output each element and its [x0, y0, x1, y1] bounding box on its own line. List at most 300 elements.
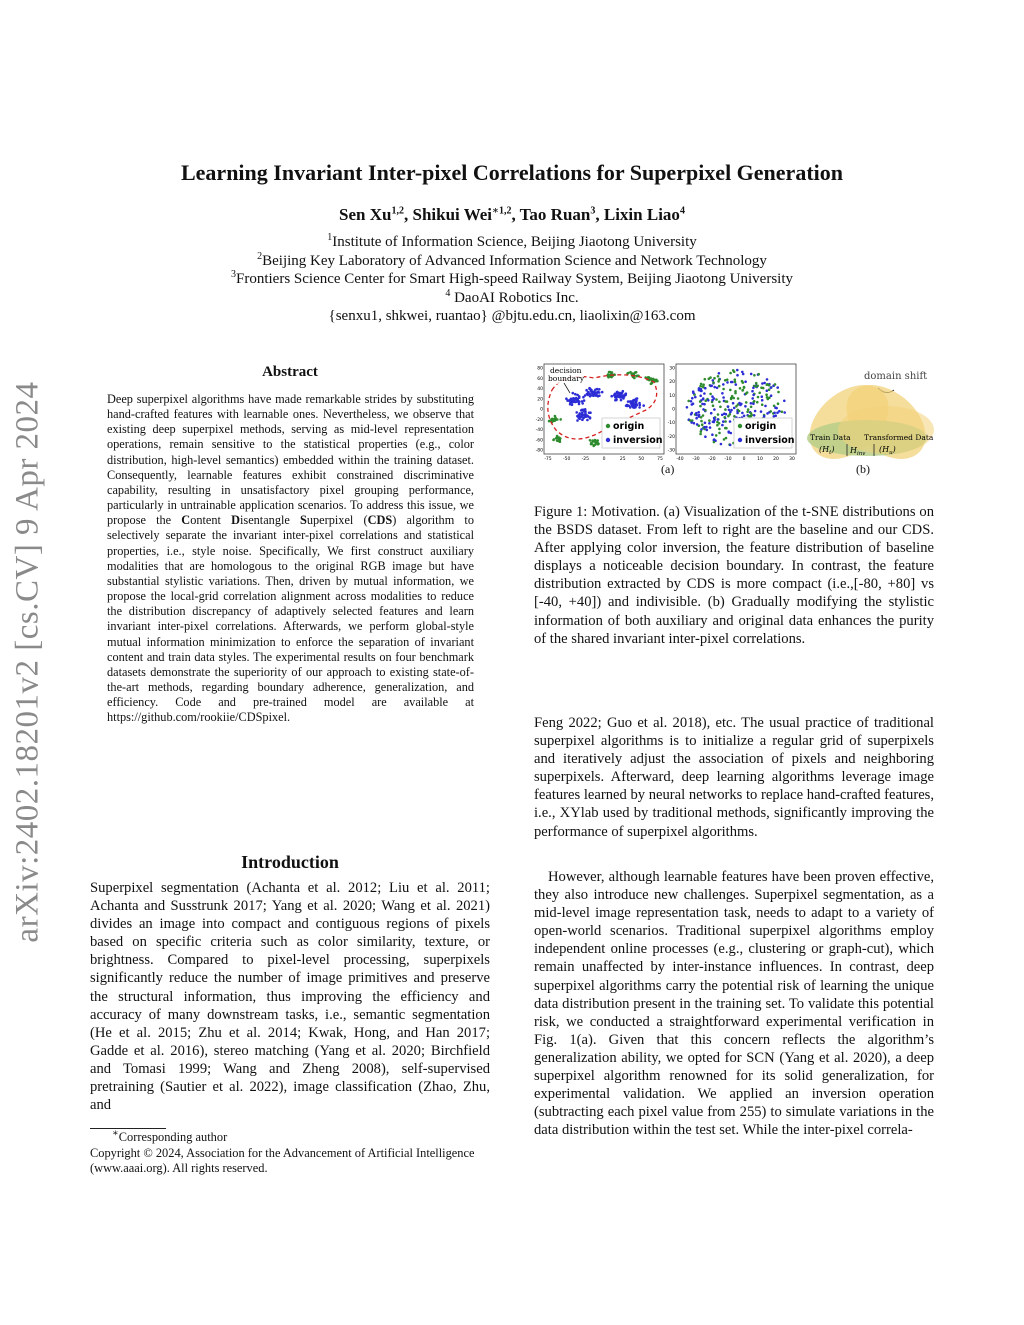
scatter-point-mixed [766, 384, 769, 387]
domain-shift-label: domain shift [864, 371, 928, 382]
axis-tick-label: 0 [672, 407, 675, 413]
scatter-point-mixed [737, 397, 740, 400]
axis-tick-label: 30 [669, 366, 675, 372]
scatter-point-mixed [722, 396, 725, 399]
scatter-point-mixed [743, 415, 746, 418]
scatter-point-mixed [708, 419, 711, 422]
affil-text: DaoAI Robotics Inc. [450, 289, 579, 306]
scatter-point-mixed [757, 373, 760, 376]
scatter-point-inversion [575, 411, 578, 414]
scatter-point-mixed [722, 420, 725, 423]
footnote-corresponding [90, 1127, 490, 1146]
scatter-point-mixed [718, 401, 721, 404]
scatter-point-inversion [632, 406, 635, 409]
axis-tick-label: 30 [789, 457, 795, 462]
scatter-point-mixed [750, 373, 753, 376]
axis-tick-label: 20 [537, 397, 543, 403]
scatter-point-mixed [746, 391, 749, 394]
scatter-point-origin [589, 439, 592, 442]
scatter-point-mixed [711, 395, 714, 398]
axis-tick-label: -40 [535, 428, 543, 433]
scatter-point-inversion [614, 396, 617, 399]
affil-sup: 3 [231, 269, 236, 280]
scatter-point-mixed [781, 411, 784, 414]
scatter-point-mixed [703, 426, 706, 429]
inv-sub: inv [856, 451, 866, 457]
scatter-point-mixed [713, 438, 716, 441]
scatter-point-mixed [743, 386, 746, 389]
scatter-point-mixed [719, 406, 722, 409]
figure-1-graphic [534, 360, 944, 462]
scatter-point-mixed [718, 432, 721, 435]
scatter-point-mixed [718, 372, 721, 375]
scatter-point-mixed [727, 405, 730, 408]
axis-tick-label: 0 [540, 407, 543, 413]
scatter-point-mixed [745, 401, 748, 404]
scatter-point-mixed [718, 385, 721, 388]
scatter-point-mixed [761, 382, 764, 385]
scatter-point-mixed [716, 421, 719, 424]
scatter-point-mixed [731, 381, 734, 384]
scatter-point-mixed [750, 406, 753, 409]
scatter-point-inversion [588, 411, 591, 414]
affiliation [0, 233, 1024, 252]
scatter-point-mixed [734, 381, 737, 384]
train-sym: (H [819, 445, 830, 454]
trans-sub: u [889, 450, 893, 456]
scatter-point-inversion [583, 414, 586, 417]
decision-label-1: decision [550, 366, 582, 375]
intro-heading: Introduction [241, 852, 339, 872]
scatter-point-inversion [601, 391, 604, 394]
scatter-point-mixed [765, 393, 768, 396]
scatter-point-inversion [581, 412, 584, 415]
scatter-point-mixed [700, 420, 703, 423]
scatter-point-inversion [626, 404, 629, 407]
axis-tick-label: -50 [563, 457, 571, 462]
copyright: Copyright © 2024, Association for the Advancement of Artificial Intelligence (www.aaai.org). All rights reserved. [90, 1145, 475, 1175]
scatter-point-mixed [692, 392, 695, 395]
scatter-point-inversion [589, 388, 592, 391]
scatter-point-inversion [632, 401, 635, 404]
trans-sym: (H [879, 445, 890, 454]
scatter-point-mixed [754, 410, 757, 413]
figure-caption [534, 503, 934, 648]
scatter-point-mixed [744, 405, 747, 408]
scatter-point-mixed [717, 413, 720, 416]
abstract-bold: D [231, 513, 240, 528]
scatter-point-origin [653, 379, 656, 382]
footnote-text: Corresponding author [118, 1130, 228, 1144]
transformed-data-symbol: $(H_u)$ [879, 445, 896, 456]
scatter-point-mixed [704, 422, 707, 425]
scatter-point-mixed [695, 412, 698, 415]
scatter-point-mixed [699, 405, 702, 408]
scatter-point-mixed [713, 408, 716, 411]
scatter-point-inversion [565, 397, 568, 400]
scatter-point-inversion [638, 402, 641, 405]
scatter-point-inversion [572, 392, 575, 395]
scatter-point-mixed [735, 383, 738, 386]
scatter-point-mixed [773, 412, 776, 415]
scatter-point-mixed [752, 387, 755, 390]
axis-tick-label: -60 [535, 438, 543, 444]
axis-tick-label: -75 [544, 457, 552, 462]
scatter-point-mixed [724, 379, 727, 382]
axis-tick-label: 0 [742, 457, 746, 462]
scatter-point-mixed [732, 369, 735, 372]
decision-label-2: boundary [548, 374, 585, 383]
scatter-point-mixed [751, 397, 754, 400]
scatter-point-mixed [726, 381, 729, 384]
scatter-point-mixed [761, 395, 764, 398]
scatter-point-mixed [716, 387, 719, 390]
scatter-point-mixed [717, 418, 720, 421]
scatter-point-mixed [717, 375, 720, 378]
scatter-point-mixed [722, 388, 725, 391]
scatter-point-mixed [735, 405, 738, 408]
scatter-point-mixed [761, 399, 764, 402]
x-ticks-cds [676, 456, 795, 462]
axis-tick-label: -20 [535, 417, 543, 423]
scatter-point-mixed [712, 379, 715, 382]
scatter-point-mixed [698, 415, 701, 418]
scatter-point-mixed [712, 421, 715, 424]
scatter-point-mixed [734, 378, 737, 381]
scatter-point-inversion [598, 394, 601, 397]
scatter-point-inversion [622, 397, 625, 400]
scatter-point-origin [555, 437, 558, 440]
scatter-point-mixed [697, 411, 700, 414]
scatter-point-mixed [702, 414, 705, 417]
scatter-point-mixed [766, 412, 769, 415]
axis-tick-label: -30 [667, 448, 675, 454]
axis-tick-label: -20 [667, 434, 675, 440]
scatter-point-mixed [768, 384, 771, 387]
scatter-point-inversion [596, 388, 599, 391]
legend-dot-inversion [606, 438, 610, 442]
subfigure-label-b: (b) [856, 462, 870, 476]
scatter-point-mixed [691, 403, 694, 406]
scatter-point-inversion [591, 394, 594, 397]
scatter-point-mixed [761, 403, 764, 406]
scatter-point-inversion [586, 414, 589, 417]
scatter-point-mixed [752, 402, 755, 405]
abstract-heading: Abstract [262, 364, 318, 380]
scatter-point-origin [629, 371, 632, 374]
affil-text: Beijing Key Laboratory of Advanced Information Science and Network Technology [262, 252, 767, 269]
scatter-point-mixed [783, 400, 786, 403]
scatter-point-inversion [575, 400, 578, 403]
axis-tick-label: 20 [669, 380, 675, 386]
scatter-point-mixed [715, 398, 718, 401]
scatter-point-mixed [720, 443, 723, 446]
scatter-point-mixed [712, 404, 715, 407]
scatter-point-origin [611, 371, 614, 374]
axis-tick-label: 0 [602, 457, 606, 462]
scatter-point-inversion [619, 394, 622, 397]
scatter-point-mixed [753, 400, 756, 403]
scatter-point-mixed [769, 410, 772, 413]
scatter-point-mixed [729, 372, 732, 375]
axis-tick-label: 50 [638, 457, 645, 462]
scatter-point-mixed [698, 387, 701, 390]
scatter-point-mixed [724, 420, 727, 423]
scatter-point-mixed [783, 411, 786, 414]
scatter-point-inversion [595, 392, 598, 395]
scatter-point-origin [608, 371, 611, 374]
author-name: Lixin Liao [603, 205, 680, 224]
train-data-label: Train Data [810, 433, 851, 442]
scatter-point-mixed [686, 406, 689, 409]
scatter-point-mixed [721, 424, 724, 427]
y-ticks-baseline [536, 366, 543, 454]
tsne-cds-plot [668, 364, 796, 462]
axis-tick-label: 80 [537, 366, 543, 372]
scatter-point-mixed [760, 410, 763, 413]
scatter-point-mixed [733, 407, 736, 410]
axis-tick-label: 60 [537, 376, 543, 382]
scatter-point-mixed [738, 402, 741, 405]
scatter-point-mixed [763, 382, 766, 385]
scatter-point-inversion [636, 404, 639, 407]
author-name: Shikui Wei [412, 205, 493, 224]
scatter-point-mixed [724, 427, 727, 430]
tsne-baseline-plot [536, 364, 664, 462]
scatter-point-inversion [620, 399, 623, 402]
scatter-point-mixed [755, 385, 758, 388]
axis-tick-label: 75 [657, 457, 663, 462]
legend-origin: origin [745, 421, 777, 432]
scatter-point-mixed [699, 400, 702, 403]
scatter-point-mixed [741, 412, 744, 415]
scatter-point-mixed [691, 397, 694, 400]
scatter-point-mixed [694, 396, 697, 399]
author-sup: 3 [590, 205, 596, 217]
scatter-point-mixed [774, 406, 777, 409]
scatter-point-inversion [638, 406, 641, 409]
scatter-point-mixed [704, 435, 707, 438]
scatter-point-mixed [699, 433, 702, 436]
abstract-bold: CDS [367, 513, 393, 528]
scatter-point-mixed [742, 389, 745, 392]
axis-tick-label: 20 [773, 457, 779, 462]
legend-dot-origin [606, 424, 610, 428]
scatter-point-mixed [764, 405, 767, 408]
footnote-mark: ∗ [112, 1127, 119, 1139]
scatter-point-mixed [703, 392, 706, 395]
transformed-data-label: Transformed Data [864, 433, 934, 442]
arxiv-id: arXiv:2402.18201v2 [cs.CV] 9 Apr 2024 [9, 381, 46, 943]
scatter-point-mixed [690, 413, 693, 416]
scatter-point-inversion [589, 393, 592, 396]
scatter-point-inversion [568, 399, 571, 402]
scatter-point-mixed [721, 392, 724, 395]
scatter-point-origin [551, 418, 554, 421]
affil-sup: 2 [257, 250, 263, 262]
scatter-point-mixed [755, 382, 758, 385]
abstract-bold: S [300, 513, 307, 528]
affiliations [0, 233, 1024, 326]
legend-origin: origin [613, 421, 645, 432]
scatter-point-origin [597, 442, 600, 445]
scatter-point-mixed [753, 374, 756, 377]
x-ticks-baseline [544, 456, 663, 462]
scatter-point-origin [557, 440, 560, 443]
scatter-point-mixed [702, 398, 705, 401]
scatter-point-mixed [723, 416, 726, 419]
scatter-point-mixed [725, 437, 728, 440]
scatter-point-mixed [708, 378, 711, 381]
scatter-point-mixed [695, 417, 698, 420]
scatter-point-mixed [708, 422, 711, 425]
affil-sup: 4 [445, 287, 451, 299]
scatter-point-mixed [724, 400, 727, 403]
intro-text: Superpixel segmentation (Achanta et al. 2012; Liu et al. 2011; Achanta and Susstrunk 2017; Yang et al. 2020; Wang et al. 2021) divides an image into compact and contiguous regions of pixels based on specific criteria such as color similarity, texture, or brightness. Compared to pixel-level processing, superpixels significantly reduce the number of image primitives and preserve the structural information, thus improving the efficiency and accuracy of many downstream tasks, i.e., semantic segmentation (He et al. 2015; Zhu et al. 2014; Kwak, Hong, and Han 2017; Gadde et al. 2016), stereo matching (Yang et al. 2020; Birchfield and Tomasi 1999; Wang and Zheng 2008), self-supervised pretraining (Sautier et al. 2022), image classification (Zhao, Zhu, and [90, 880, 490, 1114]
intro-paragraph [90, 879, 490, 1114]
scatter-point-inversion [616, 394, 619, 397]
axis-tick-label: 25 [619, 457, 626, 462]
affil-text: Institute of Information Science, Beijing Jiaotong University [332, 234, 697, 250]
scatter-point-inversion [578, 417, 581, 420]
scatter-point-mixed [710, 412, 713, 415]
scatter-point-mixed [736, 374, 739, 377]
author-list: Sen Xu$^{1,2}$, Shikui Wei$^{∗1,2}$, Tao Ruan$^3$, Lixin Liao$^4$ [339, 205, 685, 224]
scatter-point-mixed [727, 415, 730, 418]
affil-sup: 1 [327, 232, 333, 243]
scatter-point-origin [590, 442, 593, 445]
affil-text: Frontiers Science Center for Smart High-speed Railway System, Beijing Jiaotong University [236, 271, 793, 287]
scatter-point-mixed [701, 423, 704, 426]
scatter-point-mixed [696, 423, 699, 426]
scatter-point-mixed [770, 386, 773, 389]
scatter-point-inversion [574, 393, 577, 396]
abstract-text: uperpixel ( [306, 513, 368, 528]
y-ticks-cds [668, 366, 675, 454]
axis-tick-label: -30 [692, 457, 700, 462]
scatter-point-inversion [610, 395, 613, 398]
scatter-point-mixed [712, 381, 715, 384]
scatter-point-mixed [744, 380, 747, 383]
scatter-point-mixed [704, 399, 707, 402]
body-text: Feng 2022; Guo et al. 2018), etc. The usual practice of traditional superpixel algorithms is to initialize a regular grid of superpixels and iteratively adjust the association of pixels and neighboring superpixels. Afterward, deep learning algorithms leverage image features learned by neural networks to replace hand-crafted features, i.e., XYlab used by traditional methods, significantly improving the performance of superpixel algorithms. [534, 715, 934, 840]
scatter-point-origin [554, 419, 557, 422]
scatter-point-inversion [614, 399, 617, 402]
scatter-point-mixed [747, 408, 750, 411]
scatter-point-mixed [730, 398, 733, 401]
scatter-point-inversion [578, 397, 581, 400]
author-name: Tao Ruan [519, 205, 591, 224]
scatter-point-mixed [722, 383, 725, 386]
scatter-point-mixed [709, 385, 712, 388]
scatter-point-mixed [732, 402, 735, 405]
axis-tick-label: -20 [708, 457, 716, 462]
scatter-point-mixed [713, 377, 716, 380]
scatter-point-mixed [750, 402, 753, 405]
scatter-point-mixed [709, 426, 712, 429]
scatter-point-mixed [738, 410, 741, 413]
author-sup: 1,2 [391, 205, 404, 217]
scatter-point-inversion [578, 400, 581, 403]
scatter-point-inversion [576, 419, 579, 422]
scatter-point-mixed [727, 430, 730, 433]
caption-text: Figure 1: Motivation. (a) Visualization of the t-SNE distributions on the BSDS dataset. From left to right are the baseline and our CDS. After applying color inversion, the feature distribution of baseline displays a noticeable decision boundary. In contrast, the feature distribution extracted by CDS is more compact (i.e.,[-80, +80] vs [-40, +40]) and indivisible. (b) Gradually modifying the stylistic information of both auxiliary and original data enhances the purity of the shared invariant inter-pixel correlations. [534, 504, 934, 647]
scatter-point-origin [552, 439, 555, 442]
scatter-point-origin [634, 372, 637, 375]
right-paragraph-1 [534, 714, 934, 841]
scatter-point-mixed [770, 394, 773, 397]
scatter-point-mixed [711, 433, 714, 436]
scatter-point-mixed [741, 380, 744, 383]
figure-1 [534, 360, 944, 480]
abstract-text: ) algorithm to selectively separate the invariant inter-pixel correlations and statistical properties, i.e., style noise. Specifically, We first construct auxiliary modalities that are homologous to the original RGB image but have substantial stylistic variations. Then, driven by mutual information, we propose the local-grid correlation alignment across modalities to reduce the distribution discrepancy of adaptively selected features and learn invariant inter-pixel correlations. Afterwards, we perform global-style mutual information minimization to enforce the separation of invariant content and train data styles. The experimental results on four benchmark datasets demonstrate the superiority of our approach to existing state-of-the-art methods, regarding boundary adherence, generalization, and efficiency. Code and pre-trained model are available at https://github.com/rookiie/CDSpixel. [107, 513, 475, 725]
scatter-point-mixed [734, 392, 737, 395]
scatter-point-mixed [768, 388, 771, 391]
scatter-point-mixed [699, 385, 702, 388]
paper-title: Learning Invariant Inter-pixel Correlations for Superpixel Generation [180, 160, 843, 185]
axis-tick-label: -80 [535, 448, 543, 454]
scatter-point-mixed [700, 430, 703, 433]
axis-tick-label: -40 [676, 457, 684, 462]
axis-tick-label: 40 [537, 387, 543, 392]
scatter-point-mixed [713, 386, 716, 389]
scatter-point-mixed [702, 408, 705, 411]
legend-inversion: inversion [613, 435, 663, 446]
arxiv-sidebar [8, 362, 48, 962]
scatter-point-mixed [707, 399, 710, 402]
scatter-point-inversion [586, 419, 589, 422]
legend-dot-inversion [738, 438, 742, 442]
scatter-point-mixed [750, 414, 753, 417]
scatter-point-mixed [777, 391, 780, 394]
scatter-point-mixed [700, 428, 703, 431]
scatter-point-mixed [746, 411, 749, 414]
scatter-point-inversion [584, 408, 587, 411]
axis-tick-label: 10 [757, 457, 763, 462]
scatter-point-mixed [703, 403, 706, 406]
scatter-point-mixed [704, 387, 707, 390]
author-name: Sen Xu [339, 205, 392, 224]
scatter-point-mixed [736, 369, 739, 372]
scatter-point-mixed [713, 441, 716, 444]
scatter-point-mixed [768, 396, 771, 399]
scatter-point-mixed [706, 429, 709, 432]
scatter-point-mixed [690, 421, 693, 424]
scatter-point-mixed [757, 396, 760, 399]
scatter-point-mixed [700, 383, 703, 386]
scatter-point-mixed [729, 444, 732, 447]
scatter-point-mixed [752, 394, 755, 397]
author-sup: ∗1,2 [492, 205, 512, 217]
scatter-point-inversion [642, 404, 645, 407]
scatter-point-mixed [753, 414, 756, 417]
scatter-point-mixed [766, 389, 769, 392]
axis-tick-label: -25 [581, 457, 589, 462]
scatter-point-mixed [763, 415, 766, 418]
body-text: However, although learnable features have been proven effective, they also introduce new challenges. Superpixel segmentation, as a mid-level image representation task, needs to adapt to a variety of open-world scenarios. Traditional superpixel algorithms employ independent online processes (e.g., clustering or graph-cut), which remain unaffected by inter-instance influences. In contrast, deep superpixel algorithms carry the potential risk of learning the unique data distribution present in the training set. To validate this potential risk, we conducted a straightforward experimental verification in Fig. 1(a). Given that this concern reflects the algorithm’s generalization ability, we opted for SCN (Yang et al. 2020), a deep superpixel algorithm renowned for its solid generalization, for experimental validation. We applied an inversion operation (subtracting each pixel value from 255) to simulate variations in the data distribution within the test set. While the inter-pixel correla- [534, 869, 934, 1139]
scatter-point-mixed [702, 383, 705, 386]
scatter-point-mixed [729, 389, 732, 392]
scatter-point-inversion [581, 402, 584, 405]
scatter-point-inversion [572, 397, 575, 400]
abstract-text: Deep superpixel algorithms have made remarkable strides by substituting hand-crafted features with learnable ones. Nevertheless, we observe that existing deep superpixel methods, serving as mid-level representation operations, remain sensitive to the statistical properties (e.g., color distribution, high-level semantics) embedded within the training dataset. Consequently, learnable features exhibit constrained discriminative capability, resulting in unsatisfactory pixel grouping performance, particularly in untrainable application scenarios. To address this issue, we propose the [107, 392, 474, 528]
scatter-point-mixed [758, 392, 761, 395]
axis-tick-label: -10 [724, 457, 732, 462]
train-data-symbol: $(H_t)$ [819, 445, 835, 456]
scatter-point-inversion [632, 403, 635, 406]
scatter-point-mixed [711, 399, 714, 402]
right-paragraph-2 [534, 868, 934, 1139]
